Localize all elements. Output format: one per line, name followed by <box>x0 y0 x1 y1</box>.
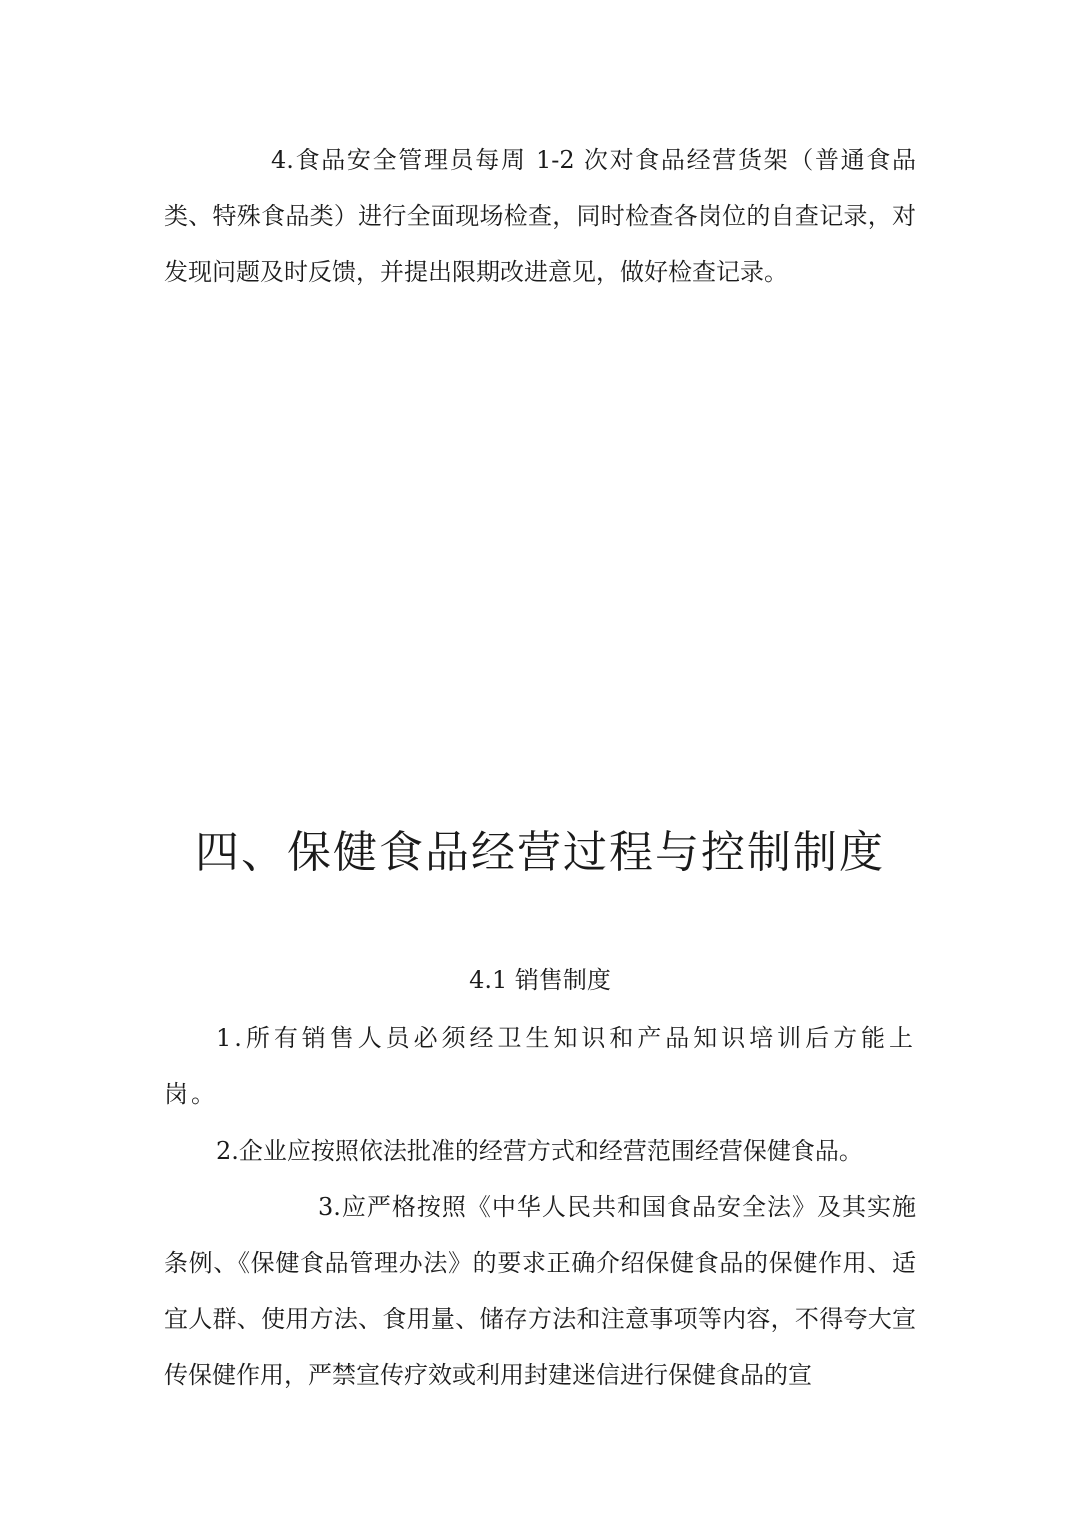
paragraph-inspection: 4.食品安全管理员每周 1-2 次对食品经营货架（普通食品类、特殊食品类）进行全面现场检查，同时检查各岗位的自查记录，对发现问题及时反馈，并提出限期改进意见，做好检查记录。 <box>164 146 916 286</box>
paragraph-business-scope: 2.企业应按照依法批准的经营方式和经营范围经营保健食品。 <box>216 1137 863 1165</box>
paragraph-food-safety-law: 3.应严格按照《中华人民共和国食品安全法》及其实施条例、《保健食品管理办法》的要求正确介绍保健食品的保健作用、适宜人群、使用方法、食用量、储存方法和注意事项等内容，不得夸大宣传保健作用，严禁宣传疗效或利用封建迷信进行保健食品的宣 <box>164 1193 916 1389</box>
section-heading: 四、保健食品经营过程与控制制度 <box>195 827 885 878</box>
paragraph-sales-training: 1.所有销售人员必须经卫生知识和产品知识培训后方能上岗。 <box>164 1024 916 1108</box>
subsection-heading: 4.1 销售制度 <box>469 966 611 994</box>
